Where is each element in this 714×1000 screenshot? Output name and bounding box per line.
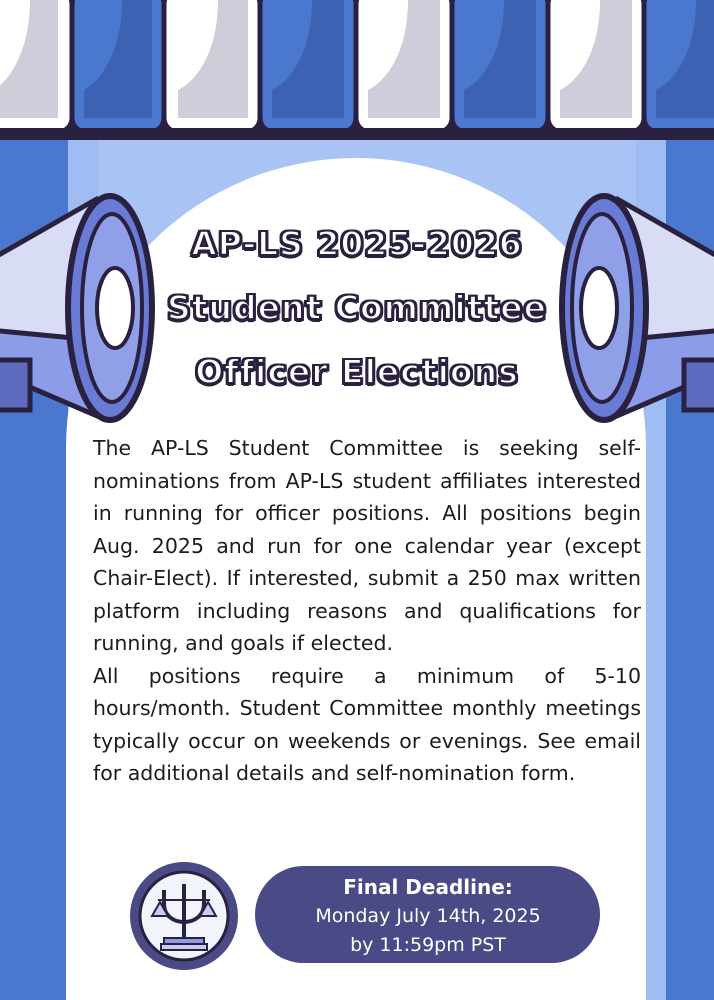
body-paragraph-2: All positions require a minimum of 5-10 hours/month. Student Committee monthly meetings typically occur on weekends or evenings. See email for additional details and self-nomination form.	[93, 663, 641, 785]
body-paragraph-1: The AP-LS Student Committee is seeking self-nominations from AP-LS student affiliates interested in running for officer positions. All positions begin Aug. 2025 and run for one calendar year (except Chair-Elect). If interested, submit a 250 max written platform including reasons and qualifications for running, and goals if elected.	[93, 436, 641, 655]
flyer-body	[93, 432, 641, 790]
deadline-date: Monday July 14th, 2025	[315, 905, 541, 927]
deadline-text	[260, 872, 596, 960]
title-line-2: Student Committee	[166, 288, 548, 327]
deadline-time: by 11:59pm PST	[350, 934, 506, 956]
psi-scales-logo-icon	[128, 860, 240, 972]
title-line-3: Officer Elections	[195, 352, 519, 391]
awning-icon	[0, 0, 714, 140]
title-line-1: AP-LS 2025-2026	[191, 224, 523, 263]
flyer-title	[120, 212, 594, 404]
deadline-title: Final Deadline:	[343, 875, 513, 899]
